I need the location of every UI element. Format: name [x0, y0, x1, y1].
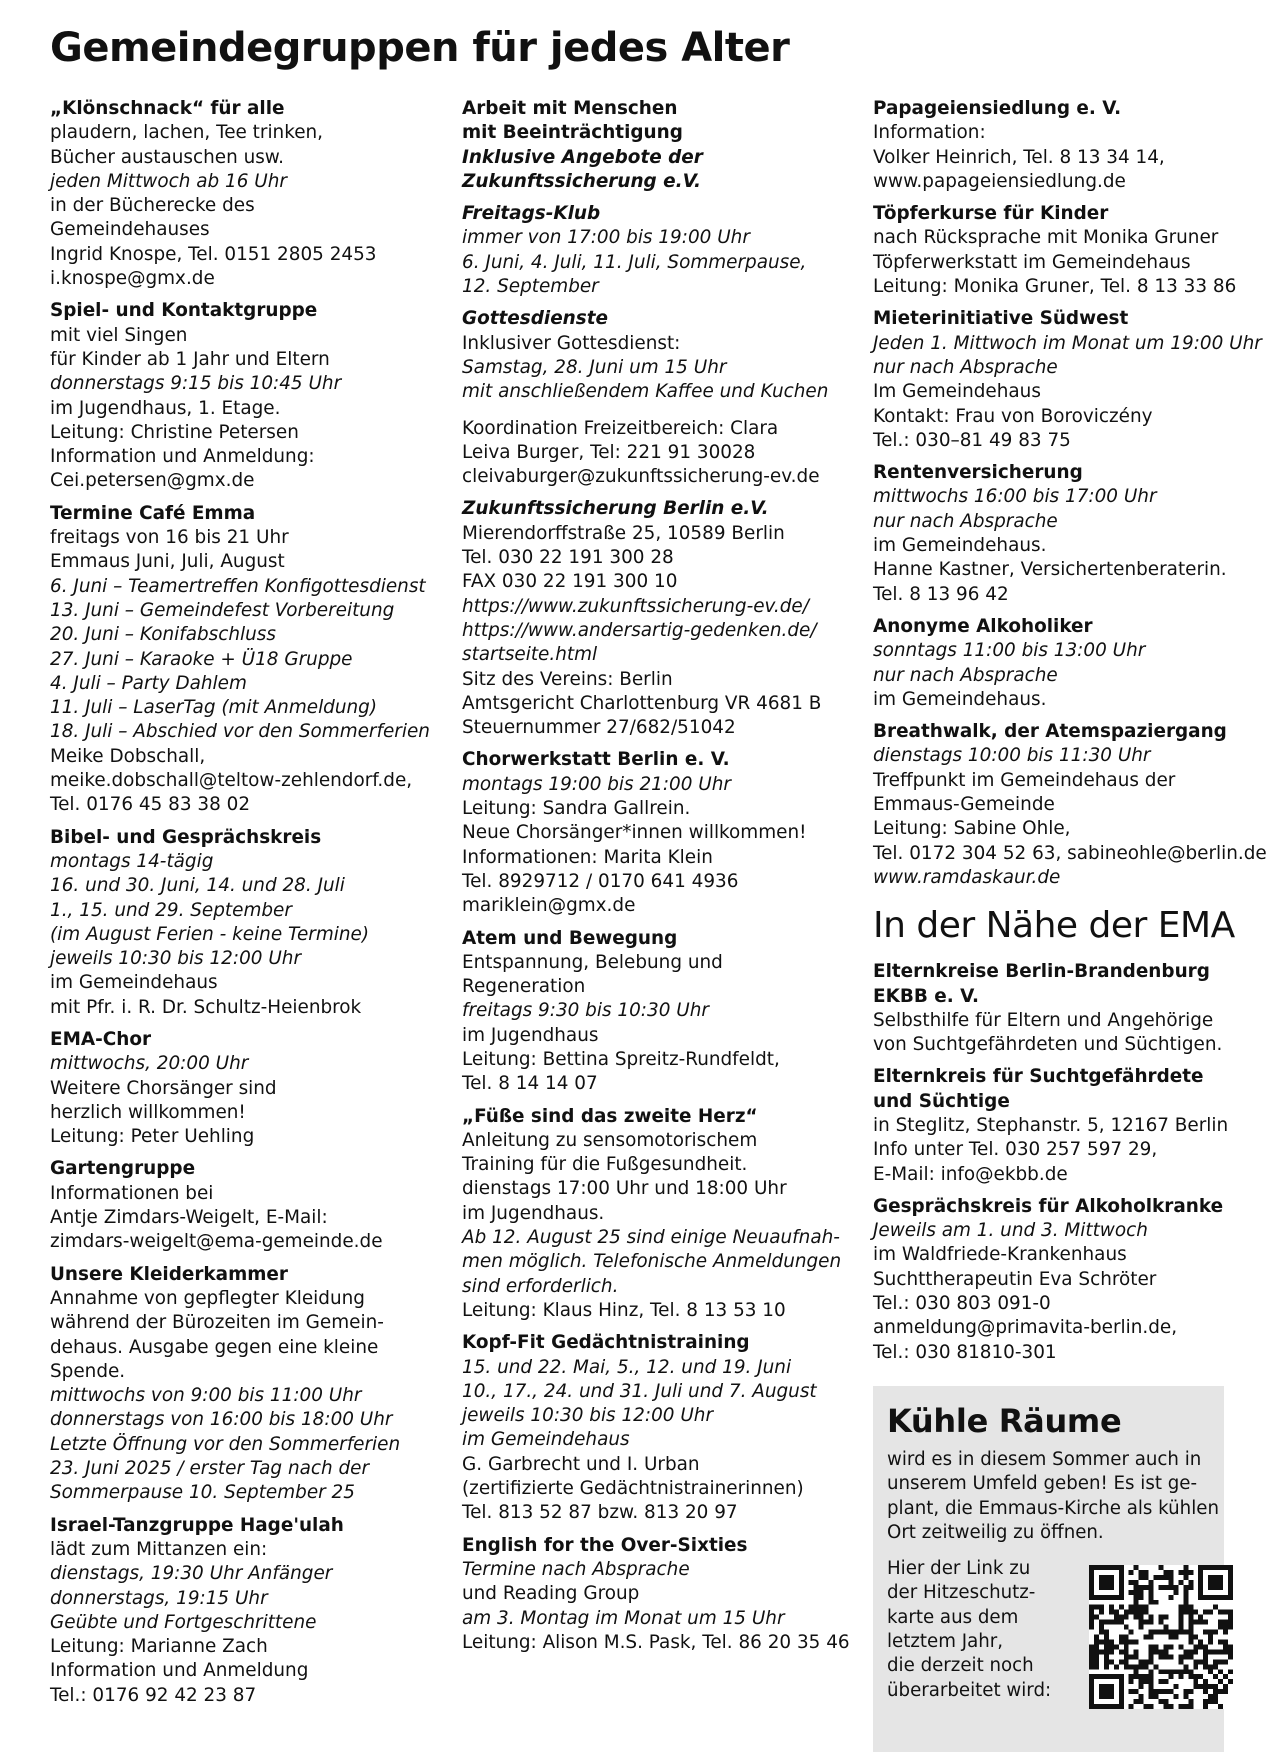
entry-line: Tel.: 030–81 49 83 75: [873, 429, 1071, 451]
entry-line: Tel. 0176 45 83 38 02: [50, 794, 251, 816]
entry-heading: Unsere Kleiderkammer: [50, 1263, 288, 1285]
entry-line: Regeneration: [462, 976, 586, 998]
entry-heading: Freitags-Klub: [462, 203, 601, 225]
entry-line: Emmaus-Gemeinde: [873, 794, 1055, 816]
column-1: [50, 97, 445, 1716]
entry-line: 23. Juni 2025 / erster Tag nach der: [50, 1458, 370, 1480]
entry-line: Information und Anmeldung: [50, 1660, 309, 1682]
group-entry: [873, 202, 1263, 299]
entry-line: Leitung: Sandra Gallrein.: [462, 798, 691, 820]
entry-line: 11. Juli – LaserTag (mit Anmeldung): [50, 697, 378, 719]
entry-line: Leitung: Klaus Hinz, Tel. 8 13 53 10: [462, 1299, 786, 1321]
entry-line: sind erforderlich.: [462, 1275, 619, 1297]
entry-line: https://www.zukunftssicherung-ev.de/: [462, 595, 809, 617]
group-entry: [462, 1534, 867, 1655]
entry-line: dienstags, 19:30 Uhr Anfänger: [50, 1563, 333, 1585]
entry-line: von Suchtgefährdeten und Süchtigen.: [873, 1034, 1223, 1056]
cool-rooms-link-line: Hier der Link zu: [887, 1558, 1031, 1580]
entry-line: nur nach Absprache: [873, 356, 1058, 378]
cool-rooms-link-area: [887, 1557, 1210, 1703]
entry-heading: Termine Café Emma: [50, 502, 256, 524]
group-entry: [873, 97, 1263, 194]
entry-heading: EKBB e. V.: [873, 985, 979, 1007]
entry-line: im Jugendhaus.: [462, 1202, 605, 1224]
entry-line: Hanne Kastner, Versichertenberaterin.: [873, 559, 1227, 581]
cool-rooms-box: [873, 1386, 1224, 1752]
cool-rooms-link-line: letztem Jahr,: [887, 1631, 1004, 1653]
group-entry: [50, 1263, 445, 1506]
group-entry: [462, 1105, 867, 1324]
entry-line: 12. September: [462, 276, 599, 298]
entry-line: Jeweils am 1. und 3. Mittwoch: [873, 1220, 1148, 1242]
entry-line: Neue Chorsänger*innen willkommen!: [462, 822, 807, 844]
entry-line: Entspannung, Belebung und: [462, 951, 723, 973]
entry-line: Volker Heinrich, Tel. 8 13 34 14,: [873, 146, 1165, 168]
cool-rooms-line: Ort zeitweilig zu öffnen.: [887, 1521, 1104, 1543]
column-3: [873, 97, 1267, 1373]
entry-heading: „Füße sind das zweite Herz“: [462, 1105, 758, 1127]
entry-line: Training für die Fußgesundheit.: [462, 1154, 748, 1176]
entry-line: dienstags 10:00 bis 11:30 Uhr: [873, 745, 1151, 767]
entry-line: Selbsthilfe für Eltern und Angehörige: [873, 1009, 1214, 1031]
nearby-entry: [873, 1195, 1263, 1365]
entry-line: 16. und 30. Juni, 14. und 28. Juli: [50, 875, 345, 897]
entry-line: E-Mail: info@ekbb.de: [873, 1163, 1068, 1185]
page-title: Gemeindegruppen für jedes Alter: [50, 25, 790, 71]
entry-line: im Waldfriede-Krankenhaus: [873, 1244, 1127, 1266]
entry-line: Tel.: 030 803 091-0: [873, 1293, 1051, 1315]
entry-heading: EMA-Chor: [50, 1028, 152, 1050]
entry-line: 1., 15. und 29. September: [50, 899, 292, 921]
entry-line: jeden Mittwoch ab 16 Uhr: [50, 170, 287, 192]
entry-line: Leitung: Alison M.S. Pask, Tel. 86 20 35 46: [462, 1631, 850, 1653]
entry-line: nur nach Absprache: [873, 664, 1058, 686]
entry-line: montags 19:00 bis 21:00 Uhr: [462, 773, 731, 795]
entry-line: Leitung: Sabine Ohle,: [873, 818, 1071, 840]
entry-line: Weitere Chorsänger sind: [50, 1077, 277, 1099]
entry-line: freitags von 16 bis 21 Uhr: [50, 527, 289, 549]
entry-line: Gemeindehauses: [50, 219, 210, 241]
group-entry: [462, 748, 867, 918]
entry-line: Tel. 813 52 87 bzw. 813 20 97: [462, 1502, 738, 1524]
cool-rooms-link-line: karte aus dem: [887, 1606, 1019, 1628]
entry-line: Inklusive Angebote der: [462, 146, 703, 168]
entry-line: (im August Ferien - keine Termine): [50, 923, 370, 945]
entry-line: Spende.: [50, 1360, 126, 1382]
entry-heading: Zukunftssicherung Berlin e.V.: [462, 498, 769, 520]
group-entry: [873, 615, 1263, 712]
group-entry: [462, 202, 867, 299]
entry-line: Treffpunkt im Gemeindehaus der: [873, 769, 1176, 791]
entry-line: lädt zum Mittanzen ein:: [50, 1538, 268, 1560]
entry-line: Leitung: Christine Petersen: [50, 421, 299, 443]
entry-line: Tel.: 030 81810-301: [873, 1341, 1057, 1363]
entry-line: im Jugendhaus, 1. Etage.: [50, 397, 281, 419]
group-entry: [873, 307, 1263, 453]
entry-line: in der Bücherecke des: [50, 195, 255, 217]
entry-line: meike.dobschall@teltow-zehlendorf.de,: [50, 770, 413, 792]
entry-line: mittwochs 16:00 bis 17:00 Uhr: [873, 486, 1157, 508]
entry-line: im Gemeindehaus: [462, 1429, 630, 1451]
entry-line: Jeden 1. Mittwoch im Monat um 19:00 Uhr: [873, 332, 1262, 354]
entry-line: jeweils 10:30 bis 12:00 Uhr: [462, 1405, 714, 1427]
entry-heading: Kopf-Fit Gedächtnistraining: [462, 1332, 750, 1354]
cool-rooms-line: unserem Umfeld geben! Es ist ge-: [887, 1473, 1198, 1495]
group-entry: [462, 1331, 867, 1525]
entry-line: Mierendorffstraße 25, 10589 Berlin: [462, 522, 785, 544]
entry-line: herzlich willkommen!: [50, 1101, 246, 1123]
entry-line: dienstags 17:00 Uhr und 18:00 Uhr: [462, 1178, 787, 1200]
entry-line: Kontakt: Frau von Boroviczény: [873, 405, 1153, 427]
entry-line: Leiva Burger, Tel: 221 91 30028: [462, 441, 756, 463]
entry-heading: Elternkreis für Suchtgefährdete: [873, 1066, 1204, 1088]
spacer: [462, 405, 867, 417]
entry-line: Ab 12. August 25 sind einige Neuaufnah-: [462, 1227, 840, 1249]
entry-line: Töpferwerkstatt im Gemeindehaus: [873, 251, 1191, 273]
cool-rooms-link-line: die derzeit noch: [887, 1655, 1034, 1677]
entry-line: FAX 030 22 191 300 10: [462, 571, 678, 593]
cool-rooms-line: wird es in diesem Sommer auch in: [887, 1449, 1202, 1470]
group-entry: [462, 927, 867, 1097]
entry-line: 6. Juni – Teamertreffen Konfigottesdienst: [50, 575, 426, 597]
entry-line: plaudern, lachen, Tee trinken,: [50, 122, 324, 144]
group-entry: [50, 1028, 445, 1149]
entry-line: Leitung: Marianne Zach: [50, 1636, 268, 1658]
entry-line: anmeldung@primavita-berlin.de,: [873, 1317, 1178, 1339]
entry-heading: Atem und Bewegung: [462, 927, 678, 949]
entry-line: mittwochs von 9:00 bis 11:00 Uhr: [50, 1385, 362, 1407]
entry-line: Info unter Tel. 030 257 597 29,: [873, 1139, 1158, 1161]
column-3-groups: [873, 97, 1267, 890]
entry-line: Steuernummer 27/682/51042: [462, 717, 736, 739]
entry-line: Inklusiver Gottesdienst:: [462, 332, 681, 354]
group-entry: [50, 1514, 445, 1708]
entry-line: 6. Juni, 4. Juli, 11. Juli, Sommerpause,: [462, 251, 807, 273]
entry-line: www.papageiensiedlung.de: [873, 170, 1126, 192]
entry-line: donnerstags 9:15 bis 10:45 Uhr: [50, 373, 342, 395]
entry-line: i.knospe@gmx.de: [50, 268, 215, 290]
entry-line: Koordination Freizeitbereich: Clara: [462, 417, 779, 439]
entry-line: im Gemeindehaus: [50, 972, 218, 994]
entry-line: cleivaburger@zukunftssicherung-ev.de: [462, 466, 820, 488]
entry-line: Sommerpause 10. September 25: [50, 1482, 355, 1504]
entry-line: Bücher austauschen usw.: [50, 146, 285, 168]
section-heading: In der Nähe der EMA: [873, 905, 1235, 947]
entry-line: 13. Juni – Gemeindefest Vorbereitung: [50, 599, 395, 621]
group-entry: [50, 502, 445, 818]
entry-line: Tel. 0172 304 52 63, sabineohle@berlin.de: [873, 842, 1267, 864]
entry-line: G. Garbrecht und I. Urban: [462, 1453, 700, 1475]
entry-heading: Mieterinitiative Südwest: [873, 308, 1129, 330]
entry-line: Tel. 8 13 96 42: [873, 583, 1009, 605]
entry-line: Antje Zimdars-Weigelt, E-Mail:: [50, 1207, 328, 1229]
entry-line: mit anschließendem Kaffee und Kuchen: [462, 381, 829, 403]
entry-line: Ingrid Knospe, Tel. 0151 2805 2453: [50, 243, 377, 265]
entry-line: 20. Juni – Konifabschluss: [50, 624, 276, 646]
entry-line: Termine nach Absprache: [462, 1558, 690, 1580]
entry-line: startseite.html: [462, 644, 598, 666]
entry-line: und Reading Group: [462, 1583, 640, 1605]
entry-line: in Steglitz, Stephanstr. 5, 12167 Berlin: [873, 1114, 1229, 1136]
group-entry: [462, 497, 867, 740]
entry-line: im Gemeindehaus.: [873, 688, 1047, 710]
entry-heading: und Süchtige: [873, 1090, 1010, 1112]
entry-line: Leitung: Peter Uehling: [50, 1126, 255, 1148]
entry-line: nach Rücksprache mit Monika Gruner: [873, 227, 1219, 249]
entry-line: Information und Anmeldung:: [50, 446, 315, 468]
entry-line: nur nach Absprache: [873, 510, 1058, 532]
entry-line: Cei.petersen@gmx.de: [50, 470, 255, 492]
entry-line: mit Pfr. i. R. Dr. Schultz-Heienbrok: [50, 996, 362, 1018]
entry-line: Informationen: Marita Klein: [462, 846, 713, 868]
entry-line: Geübte und Fortgeschrittene: [50, 1611, 317, 1633]
entry-line: (zertifizierte Gedächtnistrainerinnen): [462, 1478, 804, 1500]
entry-line: donnerstags, 19:15 Uhr: [50, 1587, 268, 1609]
group-entry: [50, 826, 445, 1020]
entry-heading: Gartengruppe: [50, 1158, 196, 1180]
entry-heading: Breathwalk, der Atemspaziergang: [873, 721, 1227, 743]
entry-line: 10., 17., 24. und 31. Juli und 7. August: [462, 1380, 817, 1402]
group-entry: [50, 97, 445, 291]
entry-line: www.ramdaskaur.de: [873, 866, 1061, 888]
entry-line: Letzte Öffnung vor den Sommerferien: [50, 1433, 401, 1455]
entry-line: während der Bürozeiten im Gemein-: [50, 1312, 384, 1334]
entry-line: Samstag, 28. Juni um 15 Uhr: [462, 356, 727, 378]
entry-heading: Chorwerkstatt Berlin e. V.: [462, 749, 730, 771]
entry-line: Leitung: Bettina Spreitz-Rundfeldt,: [462, 1048, 780, 1070]
entry-line: 18. Juli – Abschied vor den Sommerferien: [50, 721, 430, 743]
group-entry: [50, 1157, 445, 1254]
entry-line: für Kinder ab 1 Jahr und Eltern: [50, 348, 330, 370]
entry-heading: Töpferkurse für Kinder: [873, 203, 1109, 225]
entry-line: dehaus. Ausgabe gegen eine kleine: [50, 1336, 379, 1358]
entry-heading: Elternkreise Berlin-Brandenburg: [873, 961, 1210, 983]
entry-line: im Gemeindehaus.: [873, 535, 1047, 557]
entry-heading: Papageiensiedlung e. V.: [873, 98, 1122, 119]
nearby-groups: [873, 960, 1263, 1365]
entry-line: mit viel Singen: [50, 324, 188, 346]
entry-line: Emmaus Juni, Juli, August: [50, 551, 285, 573]
entry-heading: Rentenversicherung: [873, 462, 1083, 484]
entry-line: Annahme von gepflegter Kleidung: [50, 1287, 365, 1309]
entry-heading: Arbeit mit Menschen: [462, 98, 678, 119]
entry-line: men möglich. Telefonische Anmeldungen: [462, 1251, 842, 1273]
group-entry: [462, 307, 867, 489]
entry-line: sonntags 11:00 bis 13:00 Uhr: [873, 640, 1146, 662]
entry-heading: „Klönschnack“ für alle: [50, 98, 285, 119]
entry-line: Information:: [873, 122, 986, 144]
group-entry: [873, 461, 1263, 607]
group-entry: [462, 97, 867, 194]
nearby-entry: [873, 1065, 1263, 1186]
entry-heading: mit Beeinträchtigung: [462, 122, 683, 144]
entry-heading: Bibel- und Gesprächskreis: [50, 826, 322, 848]
entry-line: mittwochs, 20:00 Uhr: [50, 1053, 249, 1075]
cool-rooms-line: plant, die Emmaus-Kirche als kühlen: [887, 1497, 1219, 1519]
entry-heading: Israel-Tanzgruppe Hage'ulah: [50, 1514, 344, 1536]
cool-rooms-title: Kühle Räume: [887, 1402, 1122, 1440]
entry-line: freitags 9:30 bis 10:30 Uhr: [462, 1000, 709, 1022]
cool-rooms-link-line: der Hitzeschutz-: [887, 1582, 1036, 1604]
entry-line: Informationen bei: [50, 1182, 214, 1204]
column-2: [462, 97, 867, 1663]
nearby-entry: [873, 960, 1263, 1057]
entry-line: im Jugendhaus: [462, 1024, 599, 1046]
entry-line: Tel. 8929712 / 0170 641 4936: [462, 870, 739, 892]
entry-line: Amtsgericht Charlottenburg VR 4681 B: [462, 692, 822, 714]
entry-line: Tel.: 0176 92 42 23 87: [50, 1684, 257, 1706]
group-entry: [873, 720, 1267, 890]
group-entry: [50, 299, 445, 493]
entry-line: Meike Dobschall,: [50, 745, 206, 767]
cool-rooms-text: [887, 1448, 1219, 1545]
entry-heading: English for the Over-Sixties: [462, 1534, 748, 1556]
entry-line: immer von 17:00 bis 19:00 Uhr: [462, 227, 750, 249]
entry-line: 27. Juni – Karaoke + Ü18 Gruppe: [50, 648, 353, 670]
entry-line: jeweils 10:30 bis 12:00 Uhr: [50, 948, 302, 970]
entry-line: montags 14-tägig: [50, 850, 214, 872]
entry-line: am 3. Montag im Monat um 15 Uhr: [462, 1607, 785, 1629]
entry-line: Suchttherapeutin Eva Schröter: [873, 1268, 1157, 1290]
entry-heading: Gottesdienste: [462, 308, 608, 330]
cool-rooms-link-line: überarbeitet wird:: [887, 1679, 1052, 1701]
entry-line: zimdars-weigelt@ema-gemeinde.de: [50, 1231, 383, 1253]
qr-code-icon[interactable]: [1089, 1565, 1233, 1709]
entry-line: mariklein@gmx.de: [462, 895, 636, 917]
entry-heading: Spiel- und Kontaktgruppe: [50, 300, 318, 322]
entry-line: Tel. 8 14 14 07: [462, 1073, 598, 1095]
entry-line: Im Gemeindehaus: [873, 381, 1041, 403]
entry-line: Anleitung zu sensomotorischem: [462, 1129, 758, 1151]
entry-heading: Anonyme Alkoholiker: [873, 615, 1093, 637]
entry-line: 4. Juli – Party Dahlem: [50, 672, 247, 694]
entry-line: 15. und 22. Mai, 5., 12. und 19. Juni: [462, 1356, 792, 1378]
entry-line: Sitz des Vereins: Berlin: [462, 668, 673, 690]
entry-line: Zukunftssicherung e.V.: [462, 170, 701, 192]
entry-heading: Gesprächskreis für Alkoholkranke: [873, 1195, 1224, 1217]
entry-line: donnerstags von 16:00 bis 18:00 Uhr: [50, 1409, 393, 1431]
entry-line: Leitung: Monika Gruner, Tel. 8 13 33 86: [873, 276, 1237, 298]
entry-line: Tel. 030 22 191 300 28: [462, 547, 674, 569]
entry-line: https://www.andersartig-gedenken.de/: [462, 619, 817, 641]
